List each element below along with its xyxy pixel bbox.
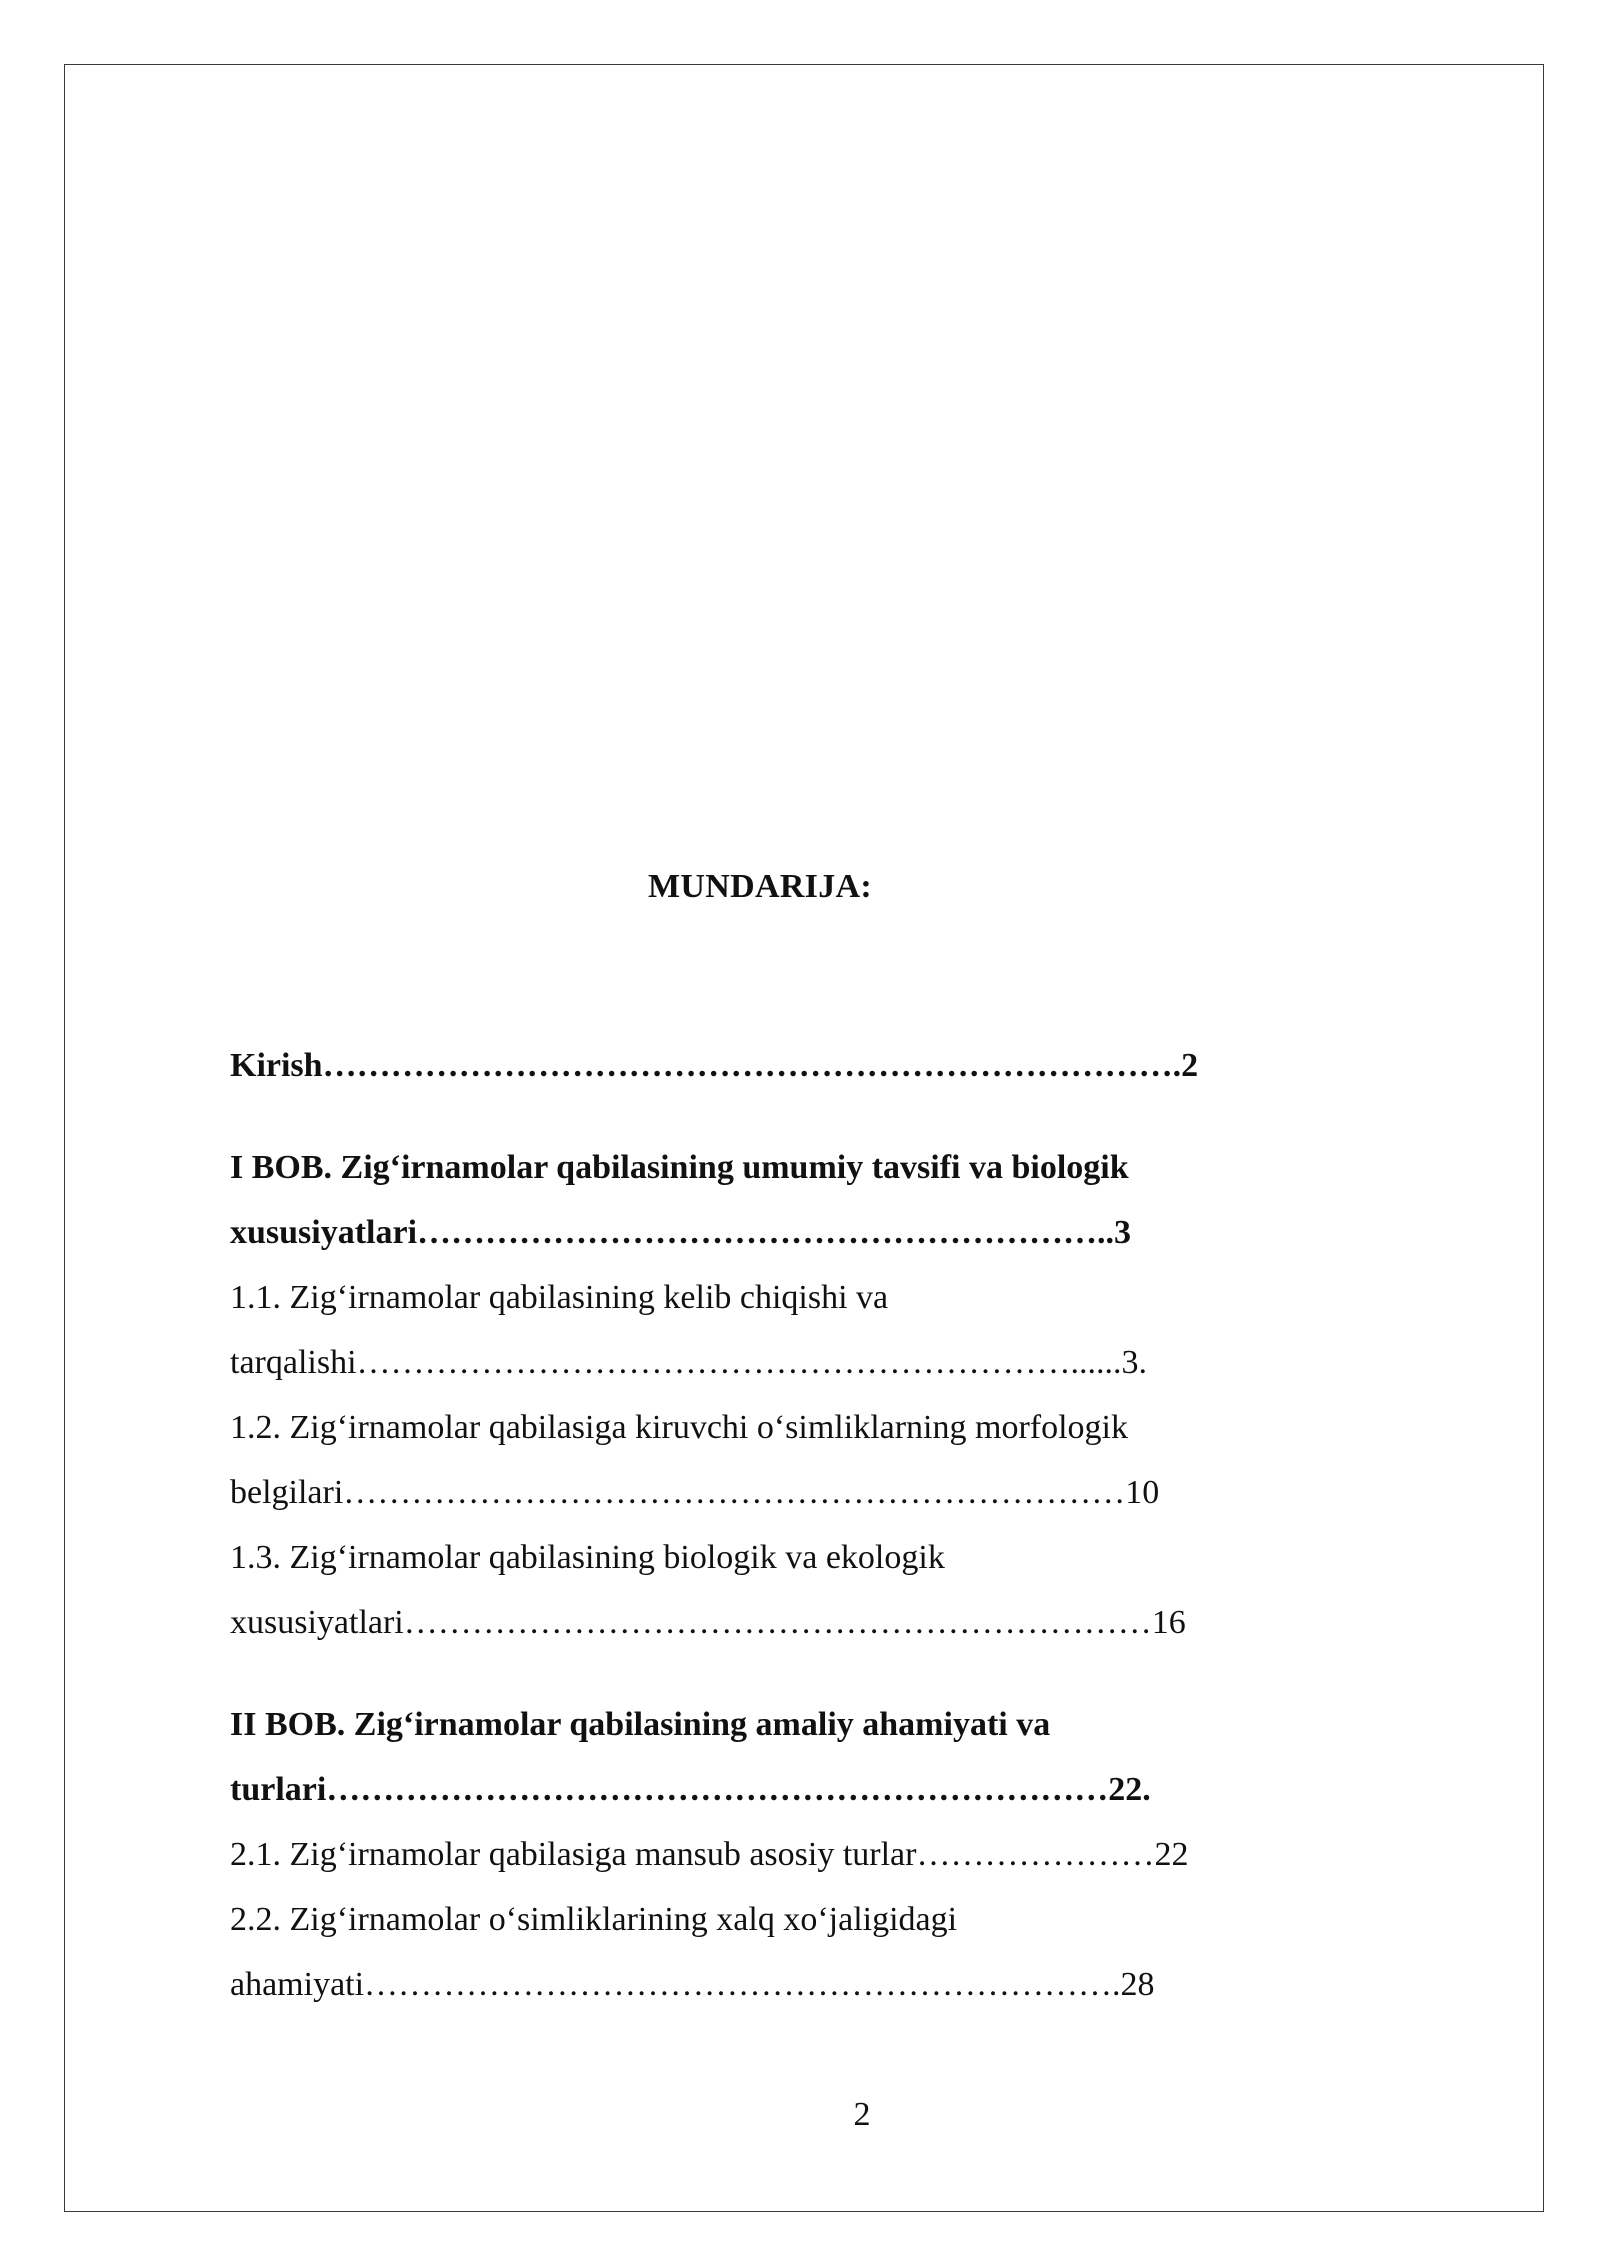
toc-entry-2-2-line-1: 2.2. Zig‘irnamolar o‘simliklarining xalq xo‘jaligidagi <box>230 1901 958 1938</box>
toc-entry-chapter-1-line-1: I BOB. Zig‘irnamolar qabilasining umumiy tavsifi va biologik <box>230 1149 1129 1186</box>
toc-entry-chapter-1-line-2: xususiyatlari……………………………………………………..3 <box>230 1214 1132 1251</box>
toc-entry-2-2-line-2: ahamiyati………………………………………………………….28 <box>230 1966 1155 2003</box>
toc-title: MUNDARIJA: <box>648 868 872 905</box>
page-border <box>64 64 1544 2212</box>
toc-entry-1-3-line-1: 1.3. Zig‘irnamolar qabilasining biologik va ekologik <box>230 1539 945 1576</box>
toc-entry-1-1-line-1: 1.1. Zig‘irnamolar qabilasining kelib chiqishi va <box>230 1279 889 1316</box>
toc-entry-1-2-line-1: 1.2. Zig‘irnamolar qabilasiga kiruvchi o‘simliklarning morfologik <box>230 1409 1128 1446</box>
toc-entry-chapter-2-line-2: turlari……………………………………………………………22. <box>230 1771 1151 1808</box>
toc-entry-2-1: 2.1. Zig‘irnamolar qabilasiga mansub asosiy turlar…………………22 <box>230 1836 1189 1873</box>
toc-entry-1-2-line-2: belgilari……………………………………………………………10 <box>230 1474 1160 1511</box>
toc-entry-chapter-2-line-1: II BOB. Zig‘irnamolar qabilasining amaliy ahamiyati va <box>230 1706 1051 1743</box>
toc-entry-1-1-line-2: tarqalishi………………………………………………………......3. <box>230 1344 1148 1381</box>
page-number: 2 <box>853 2096 871 2133</box>
toc-entry-1-3-line-2: xususiyatlari…………………………………………………………16 <box>230 1604 1186 1641</box>
toc-entry-intro: Kirish………………………………………………………………….2 <box>230 1047 1199 1084</box>
